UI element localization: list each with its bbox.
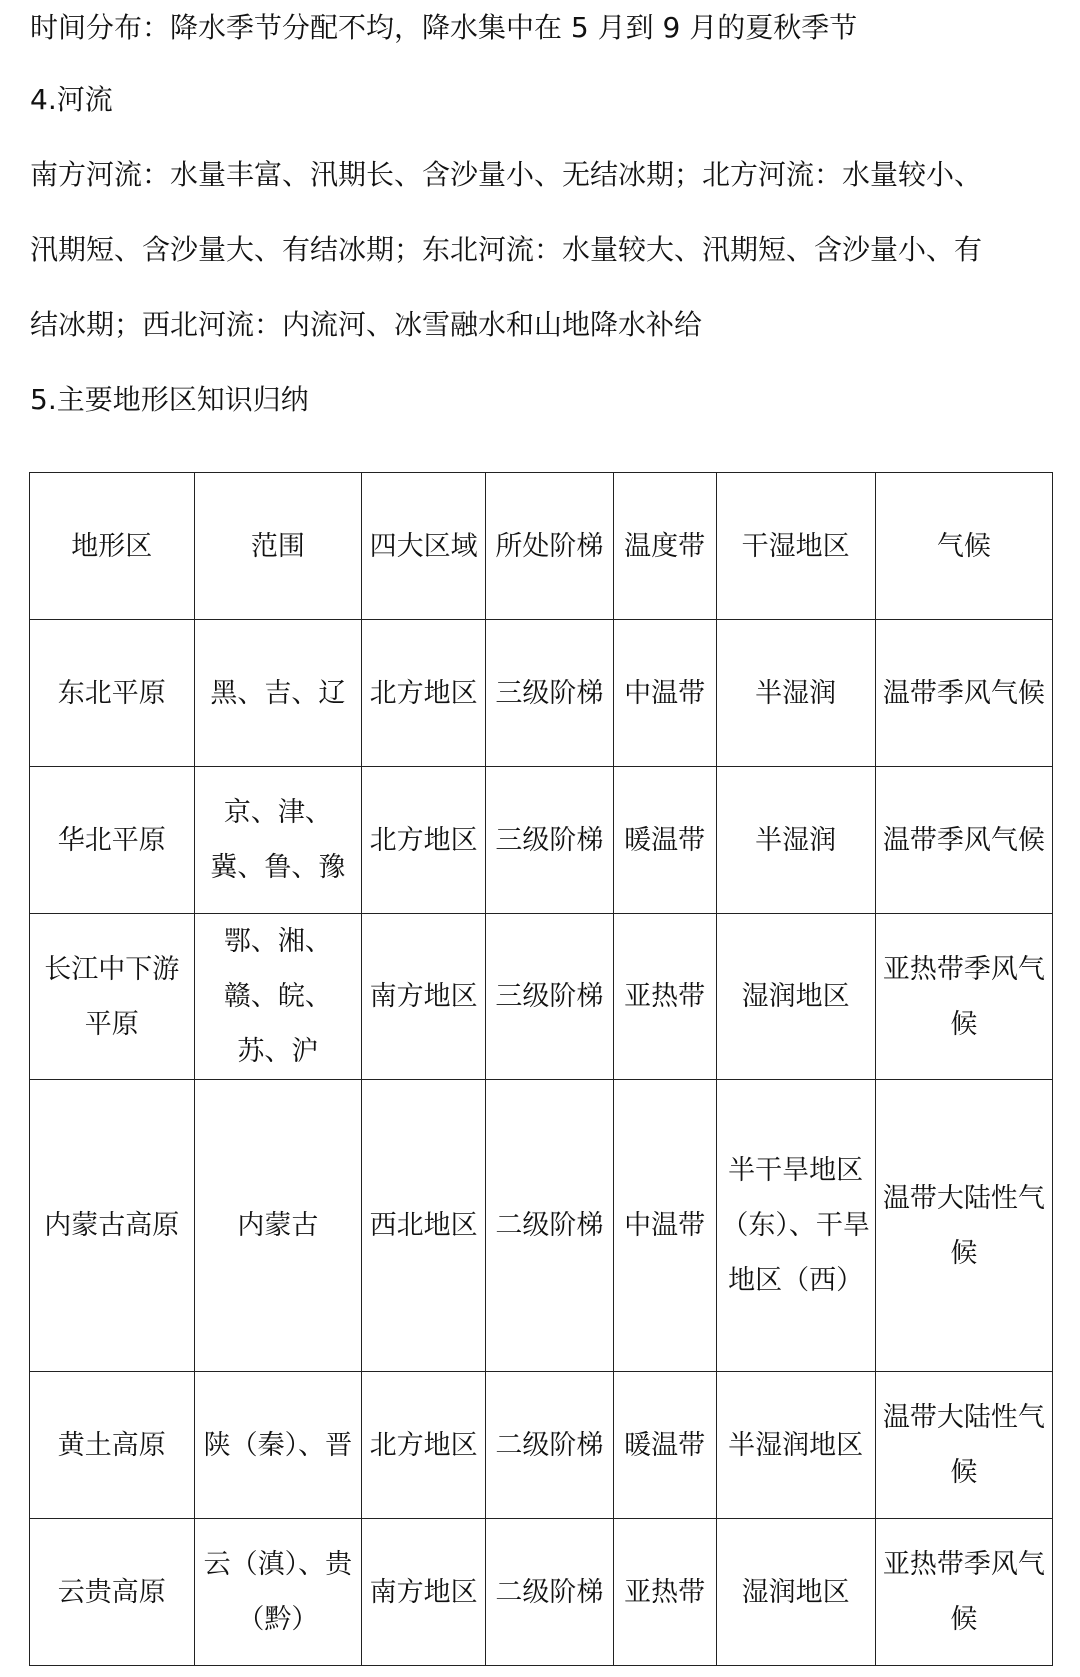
table-cell: 鄂、湘、赣、皖、苏、沪 bbox=[194, 914, 362, 1080]
table-header-row bbox=[30, 473, 1053, 620]
table-cell: 温带季风气候 bbox=[875, 767, 1052, 914]
table-cell: 三级阶梯 bbox=[485, 767, 613, 914]
table-cell: 湿润地区 bbox=[716, 914, 875, 1080]
table-cell: 亚热带 bbox=[613, 1519, 716, 1666]
table-cell: 黑、吉、辽 bbox=[194, 620, 362, 767]
table-cell: 内蒙古高原 bbox=[30, 1080, 195, 1372]
table-header-cell: 四大区域 bbox=[362, 473, 486, 620]
section-heading-rivers: 4.河流 bbox=[30, 83, 113, 116]
table-cell: 三级阶梯 bbox=[485, 620, 613, 767]
table-cell: 西北地区 bbox=[362, 1080, 486, 1372]
table-cell: 中温带 bbox=[613, 620, 716, 767]
table-cell: 东北平原 bbox=[30, 620, 195, 767]
table-cell: 二级阶梯 bbox=[485, 1080, 613, 1372]
table-row bbox=[30, 1519, 1053, 1666]
table-row bbox=[30, 620, 1053, 767]
rivers-paragraph-line: 南方河流：水量丰富、汛期长、含沙量小、无结冰期；北方河流：水量较小、 bbox=[30, 158, 983, 191]
terrain-table bbox=[29, 472, 1053, 1666]
table-cell: 湿润地区 bbox=[716, 1519, 875, 1666]
rivers-paragraph-line: 结冰期；西北河流：内流河、冰雪融水和山地降水补给 bbox=[30, 308, 703, 341]
table-row bbox=[30, 767, 1053, 914]
table-cell: 三级阶梯 bbox=[485, 914, 613, 1080]
table-header-cell: 范围 bbox=[194, 473, 362, 620]
table-cell: 温带大陆性气候 bbox=[875, 1372, 1052, 1519]
table-header-cell: 所处阶梯 bbox=[485, 473, 613, 620]
table-cell: 半湿润地区 bbox=[716, 1372, 875, 1519]
table-cell: 华北平原 bbox=[30, 767, 195, 914]
table-cell: 半湿润 bbox=[716, 620, 875, 767]
table-cell: 半干旱地区（东）、干旱地区（西） bbox=[716, 1080, 875, 1372]
table-cell: 半湿润 bbox=[716, 767, 875, 914]
table-header-cell: 气候 bbox=[875, 473, 1052, 620]
table-cell: 南方地区 bbox=[362, 914, 486, 1080]
table-cell: 南方地区 bbox=[362, 1519, 486, 1666]
table-cell: 亚热带季风气候 bbox=[875, 914, 1052, 1080]
table-row bbox=[30, 914, 1053, 1080]
table-cell: 二级阶梯 bbox=[485, 1519, 613, 1666]
table-cell: 内蒙古 bbox=[194, 1080, 362, 1372]
table-cell: 亚热带 bbox=[613, 914, 716, 1080]
table-cell: 北方地区 bbox=[362, 620, 486, 767]
table-cell: 中温带 bbox=[613, 1080, 716, 1372]
table-cell: 长江中下游平原 bbox=[30, 914, 195, 1080]
table-cell: 亚热带季风气候 bbox=[875, 1519, 1052, 1666]
table-header-cell: 地形区 bbox=[30, 473, 195, 620]
table-cell: 云贵高原 bbox=[30, 1519, 195, 1666]
table-header-cell: 温度带 bbox=[613, 473, 716, 620]
table-cell: 暖温带 bbox=[613, 767, 716, 914]
rivers-paragraph bbox=[30, 137, 1060, 362]
table-cell: 云（滇）、贵（黔） bbox=[194, 1519, 362, 1666]
table-cell: 暖温带 bbox=[613, 1372, 716, 1519]
table-header-cell: 干湿地区 bbox=[716, 473, 875, 620]
table-cell: 北方地区 bbox=[362, 767, 486, 914]
table-cell: 陕（秦）、晋 bbox=[194, 1372, 362, 1519]
section-heading-terrain-summary: 5.主要地形区知识归纳 bbox=[30, 383, 309, 416]
table-cell: 温带季风气候 bbox=[875, 620, 1052, 767]
table-cell: 二级阶梯 bbox=[485, 1372, 613, 1519]
precipitation-time-distribution: 时间分布：降水季节分配不均，降水集中在 5 月到 9 月的夏秋季节 bbox=[30, 11, 858, 44]
rivers-paragraph-line: 汛期短、含沙量大、有结冰期；东北河流：水量较大、汛期短、含沙量小、有 bbox=[30, 233, 983, 266]
table-row bbox=[30, 1080, 1053, 1372]
table-cell: 北方地区 bbox=[362, 1372, 486, 1519]
table-cell: 京、津、冀、鲁、豫 bbox=[194, 767, 362, 914]
table-row bbox=[30, 1372, 1053, 1519]
table-cell: 黄土高原 bbox=[30, 1372, 195, 1519]
table-cell: 温带大陆性气候 bbox=[875, 1080, 1052, 1372]
